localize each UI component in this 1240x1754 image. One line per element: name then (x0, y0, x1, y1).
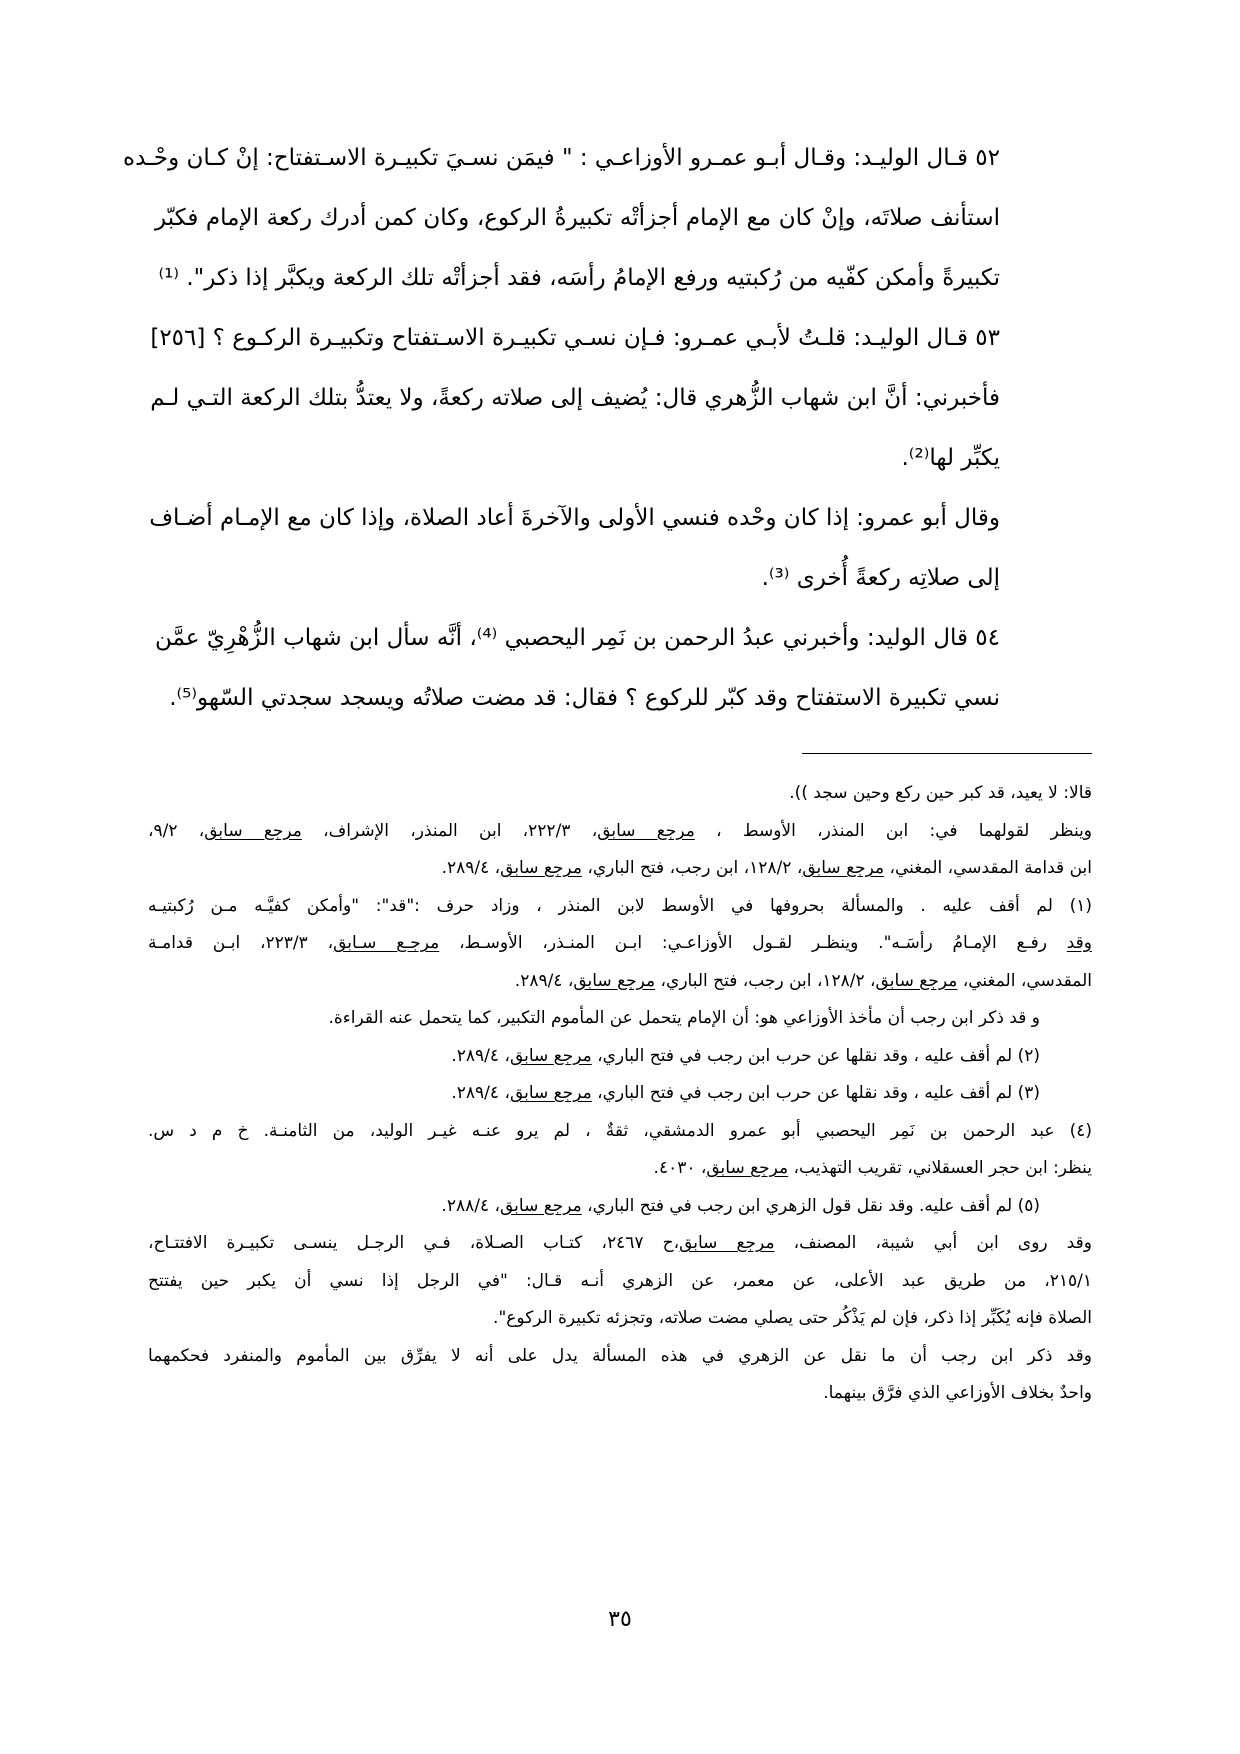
main-line: وقال أبو عمرو: إذا كان وحْده فنسي الأولى والآخرةَ أعاد الصلاة، وإذا كان مع الإمـام أضـاف (149, 505, 1000, 531)
footnote-line: وقد ذكر ابن رجب أن ما نقل عن الزهري في هذه المسألة يدل على أنه لا يفرِّق بين المأموم والمنفرد فحكمهما (148, 1345, 1092, 1366)
footnote-line: (٥) لم أقف عليه. وقد نقل قول الزهري ابن رجب في فتح الباري، مرجع سابق، ٢٨٨/٤. (441, 1195, 1040, 1216)
main-line: فأخبرني: أنَّ ابن شهاب الزُّهري قال: يُضيف إلى صلاته ركعةً، ولا يعتدُّ بتلك الركعة التـي لـم (150, 385, 1000, 411)
footnote-line: ينظر: ابن حجر العسقلاني، تقريب التهذيب، مرجع سابق، ٤٠٣٠. (653, 1158, 1092, 1178)
footnote-line: المقدسي، المغني، مرجع سابق، ١٢٨/٢، ابن رجب، فتح الباري، مرجع سابق، ٢٨٩/٤. (514, 970, 1092, 991)
footnote-line: الصلاة فإنه يُكَبِّر إذا ذكر، فإن لم يَذْكُر حتى يصلي مضت صلاته، وتجزئه تكبيرة الركوع". (493, 1308, 1092, 1328)
footnote-line: (٢) لم أقف عليه ، وقد نقلها عن حرب ابن رجب في فتح الباري، مرجع سابق، ٢٨٩/٤. (451, 1045, 1040, 1066)
footnote-line: قالا: لا يعيد، قد كبر حين ركع وحين سجد )). (789, 783, 1092, 803)
main-line: ٥٤ قال الوليد: وأخبرني عبدُ الرحمن بن نَمِر اليحصبي ⁽⁴⁾، أنَّه سأل ابن شهاب الزُّهْرِيّ عمَّن (155, 625, 1000, 651)
footnote-line: وينظر لقولهما في: ابن المنذر، الأوسط ، مرجع سابق، ٢٢٢/٣، ابن المنذر، الإشراف، مرجع سابق، ٩/٢، (148, 820, 1093, 841)
main-line: تكبيرةً وأمكن كفّيه من رُكبتيه ورفع الإمامُ رأسَه، فقد أجزأتْه تلك الركعة ويكبَّر إذا ذكر". ⁽¹⁾ (158, 265, 1000, 291)
footnote-line: ٢١٥/١، من طريق عبد الأعلى، عن معمر، عن الزهري أنـه قـال: "في الرجل إذا نسي أن يكبر حين يفتتح (148, 1270, 1092, 1291)
main-line: ٥٣ قـال الوليـد: قلـتُ لأبـي عمـرو: فـإن نسـي تكبيـرة الاسـتفتاح وتكبيـرة الركـوع ؟ [٢٥٦] (150, 325, 1000, 351)
footnote-line: وقد روى ابن أبي شيبة، المصنف، مرجع سابق،ح ٢٤٦٧، كتـاب الصـلاة، فـي الرجـل ينسـى تكبيـرة الافتتـاح، (148, 1233, 1092, 1253)
main-line: نسي تكبيرة الاستفتاح وقد كبّر للركوع ؟ فقال: قد مضت صلاتُه ويسجد سجدتي السّهو⁽⁵⁾. (169, 685, 1000, 711)
main-line: إلى صلاتِه ركعةً أُخرى ⁽³⁾. (761, 565, 1000, 591)
main-line: ٥٢ قـال الوليـد: وقـال أبـو عمـرو الأوزاعـي : " فيمَن نسـيَ تكبيـرة الاسـتفتاح: إنْ كـان وحْـده (123, 145, 1000, 171)
footnote-line: ابن قدامة المقدسي، المغني، مرجع سابق، ١٢٨/٢، ابن رجب، فتح الباري، مرجع سابق، ٢٨٩/٤. (441, 858, 1092, 878)
footnote-line: وقد رفـع الإمـامُ رأسَـه". وينظـر لقـول الأوزاعـي: ابـن المنـذر، الأوسـط، مرجـع سـابق، ٢٢٣/٣، ابـن قدامـة (148, 933, 1092, 953)
footnotes (148, 775, 1092, 1413)
footnote-line: (٤) عبد الرحمن بن نَمِر اليحصبي أبو عمرو الدمشقي، ثقةٌ ، لم يرو عنـه غيـر الوليد، من الثامنـة. خ م د س. (148, 1120, 1092, 1141)
main-line: استأنف صلاتَه، وإنْ كان مع الإمام أجزأتْه تكبيرةُ الركوع، وكان كمن أدرك ركعة الإمام فكبّر (155, 205, 1000, 231)
footnote-line: (١) لم أقف عليه . والمسألة بحروفها في الأوسط لابن المنذر ، وزاد حرف :"قد": "وأمكن كفيَّـه مـن رُكبتيـه (148, 895, 1092, 916)
footnote-line: و قد ذكر ابن رجب أن مأخذ الأوزاعي هو: أن الإمام يتحمل عن المأموم التكبير، كما يتحمل عنه القراءة. (328, 1008, 1040, 1028)
footnote-separator (802, 753, 1092, 754)
main-line: يكبِّر لها⁽²⁾. (901, 445, 1000, 471)
footnote-line: (٣) لم أقف عليه ، وقد نقلها عن حرب ابن رجب في فتح الباري، مرجع سابق، ٢٨٩/٤. (451, 1083, 1040, 1103)
page-number: ٣٥ (608, 1607, 632, 1632)
main-text (123, 128, 1000, 728)
footnote-line: واحدٌ بخلاف الأوزاعي الذي فرَّق بينهما. (823, 1383, 1092, 1403)
